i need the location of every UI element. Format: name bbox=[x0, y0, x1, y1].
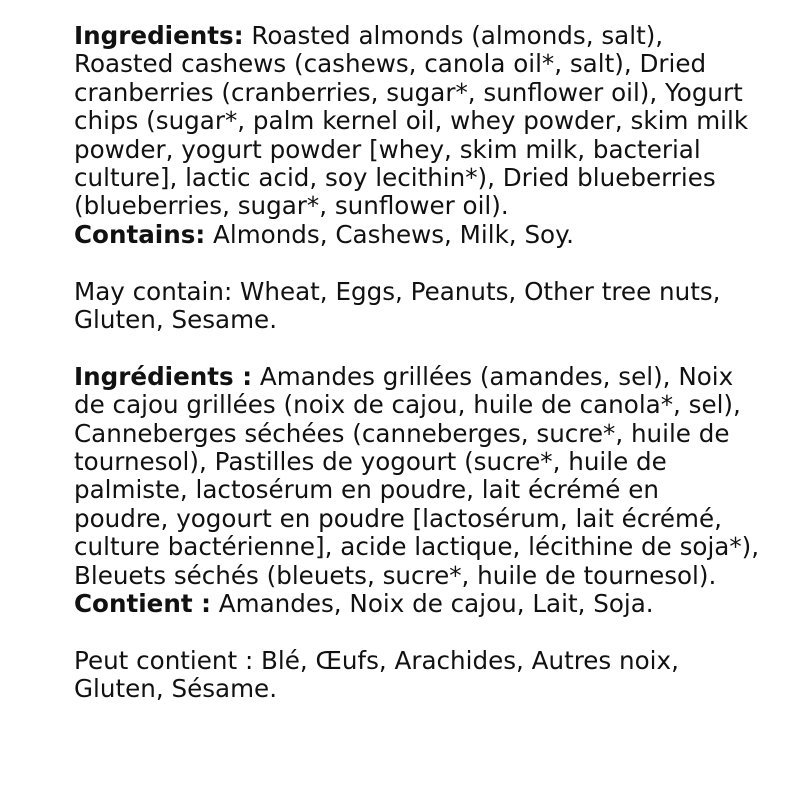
english-ingredients-list: Roasted almonds (almonds, salt), Roasted cashews (cashews, canola oil*, salt), Dried cranberries (cranberries, sugar*, sunflower oil), Yogurt chips (sugar*, palm kernel oil, whey powder, skim milk powder, yogurt powder [whey, skim milk, bacterial culture], lactic acid, soy lecithin*), Dried blueberries (blueberries, sugar*, sunflower oil). bbox=[74, 21, 749, 221]
english-contains-list: Almonds, Cashews, Milk, Soy. bbox=[205, 219, 574, 249]
french-ingredients-list: Amandes grillées (amandes, sel), Noix de cajou grillées (noix de cajou, huile de canola*, sel), Canneberges séchées (canneberges, sucre*, huile de tournesol), Pastilles de yogourt (sucre*, huile de palmiste, lactosérum en poudre, lait écrémé en poudre, yogourt en poudre [lactosérum, lait écrémé, culture bactérienne], acide lactique, lécithine de soja*), Bleuets séchés (bleuets, sucre*, huile de tournesol). bbox=[74, 361, 760, 590]
french-ingredients-paragraph bbox=[74, 363, 760, 590]
french-section bbox=[74, 363, 760, 704]
english-contains-heading: Contains: bbox=[74, 219, 206, 249]
french-contains-heading: Contient : bbox=[74, 589, 211, 619]
english-ingredients-heading: Ingredients: bbox=[74, 21, 244, 50]
english-ingredients-paragraph bbox=[74, 22, 760, 221]
french-contains-list: Amandes, Noix de cajou, Lait, Soja. bbox=[210, 589, 654, 619]
english-section bbox=[74, 22, 760, 334]
french-may-contain-paragraph: Peut contient : Blé, Œufs, Arachides, Autres noix, Gluten, Sésame. bbox=[74, 645, 679, 704]
english-may-contain-paragraph: May contain: Wheat, Eggs, Peanuts, Other tree nuts, Gluten, Sesame. bbox=[74, 276, 721, 335]
section-gap bbox=[74, 334, 760, 362]
french-ingredients-heading: Ingrédients : bbox=[74, 361, 253, 391]
english-contains-paragraph bbox=[74, 221, 760, 249]
french-contains-paragraph bbox=[74, 590, 760, 618]
paragraph-gap bbox=[74, 619, 760, 647]
paragraph-gap bbox=[74, 249, 760, 277]
